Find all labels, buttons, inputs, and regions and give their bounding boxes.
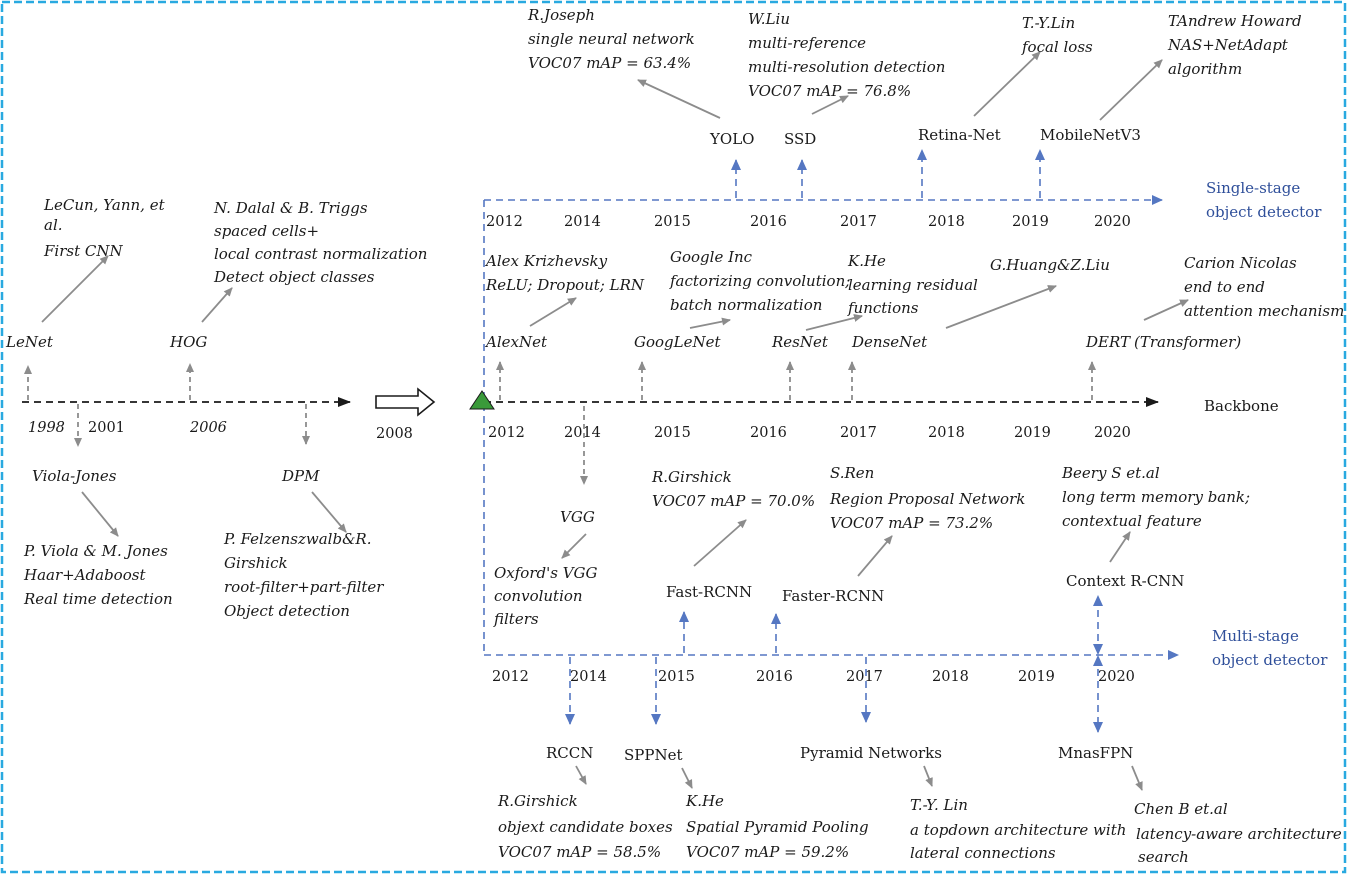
yolo-desc-line-1: R.Joseph — [528, 6, 595, 24]
multi-stage-year-ticks — [492, 669, 1135, 685]
dert-label: DERT — [1086, 333, 1131, 351]
multi-year-2012: 2012 — [492, 669, 529, 685]
dert-desc-line-1: Carion Nicolas — [1184, 254, 1297, 272]
single-year-2018: 2018 — [928, 214, 965, 230]
yolo-label: YOLO — [710, 130, 755, 148]
pyramid-desc-arrow — [924, 766, 932, 786]
multi-year-2015: 2015 — [658, 669, 695, 685]
single-year-2016: 2016 — [750, 214, 787, 230]
multi-year-2016: 2016 — [756, 669, 793, 685]
dpm-desc-line-4: Object detection — [224, 602, 350, 620]
resnet-label: ResNet — [772, 333, 828, 351]
single-year-2020: 2020 — [1094, 214, 1131, 230]
mnasfpn-label: MnasFPN — [1058, 744, 1134, 762]
multi-year-2019: 2019 — [1018, 669, 1055, 685]
backbone-label: Backbone — [1204, 397, 1279, 415]
hollow-arrow-icon — [376, 389, 434, 415]
alexnet-desc-line-1: Alex Krizhevsky — [486, 252, 608, 270]
rccn-desc-line-2: objext candidate boxes — [498, 818, 673, 836]
hog-desc-line-4: Detect object classes — [214, 268, 375, 286]
vgg-label: VGG — [560, 508, 595, 526]
rccn-desc-arrow — [576, 766, 586, 784]
dpm-label: DPM — [282, 467, 320, 485]
single-year-2015: 2015 — [654, 214, 691, 230]
lenet-desc-line-2: al. — [44, 216, 63, 234]
alexnet-label: AlexNet — [486, 333, 547, 351]
backbone-year-2016: 2016 — [750, 425, 787, 441]
sppnet-desc-line-1: K.He — [686, 792, 724, 810]
backbone-year-2017: 2017 — [840, 425, 877, 441]
ssd-label: SSD — [784, 130, 817, 148]
vgg-desc-line-3: filters — [494, 610, 539, 628]
sppnet-desc-line-2: Spatial Pyramid Pooling — [686, 818, 869, 836]
multi-stage-label-line-2: object detector — [1212, 651, 1328, 669]
yolo-desc-line-2: single neural network — [528, 30, 695, 48]
lenet-desc-line-1: LeCun, Yann, et — [44, 196, 165, 214]
backbone-year-2012: 2012 — [488, 425, 525, 441]
fasterrcnn-desc-line-2: Region Proposal Network — [830, 490, 1026, 508]
vgg-desc-arrow — [562, 534, 586, 558]
transition-year: 2008 — [376, 426, 413, 442]
googlenet-label: GoogLeNet — [634, 333, 721, 351]
single-year-2012: 2012 — [486, 214, 523, 230]
lenet-desc-line-3: First CNN — [44, 242, 123, 260]
rccn-label: RCCN — [546, 744, 594, 762]
early-timeline — [5, 196, 427, 620]
hog-desc-line-1: N. Dalal & B. Triggs — [214, 199, 368, 217]
mobilenet-desc-line-2: NAS+NetAdapt — [1168, 36, 1288, 54]
single-year-2017: 2017 — [840, 214, 877, 230]
single-stage-label-line-2: object detector — [1206, 203, 1322, 221]
alexnet-desc-arrow — [530, 298, 576, 326]
hog-desc-line-2: spaced cells+ — [214, 222, 320, 240]
multi-year-2020: 2020 — [1098, 669, 1135, 685]
mnasfpn-desc-line-1: Chen B et.al — [1134, 800, 1228, 818]
sppnet-desc-line-3: VOC07 mAP = 59.2% — [686, 843, 850, 861]
green-triangle-marker-icon — [470, 391, 494, 409]
densenet-desc-line-1: G.Huang&Z.Liu — [990, 256, 1110, 274]
fastrcnn-desc-line-2: VOC07 mAP = 70.0% — [652, 492, 816, 510]
sppnet-label: SPPNet — [624, 746, 683, 764]
hog-label: HOG — [170, 333, 208, 351]
yolo-desc-line-3: VOC07 mAP = 63.4% — [528, 54, 692, 72]
googlenet-desc-line-1: Google Inc — [670, 248, 753, 266]
contextrcnn-desc-line-3: contextual feature — [1062, 512, 1202, 530]
dpm-desc-line-2: Girshick — [224, 554, 288, 572]
backbone-methods — [484, 248, 1344, 628]
vgg-desc-line-2: convolution — [494, 587, 583, 605]
resnet-desc-line-2: learning residual — [848, 276, 978, 294]
vgg-desc-line-1: Oxford's VGG — [494, 564, 598, 582]
early-year-2001: 2001 — [88, 420, 125, 436]
retina-desc-line-2: focal loss — [1022, 38, 1093, 56]
early-year-2006: 2006 — [190, 420, 227, 436]
single-stage-methods — [527, 6, 1302, 198]
mnasfpn-desc-arrow — [1132, 766, 1142, 790]
dert-desc-line-3: attention mechanism — [1184, 302, 1345, 320]
mobilenet-desc-arrow — [1100, 60, 1162, 120]
pyramid-label: Pyramid Networks — [800, 744, 942, 762]
single-year-2014: 2014 — [564, 214, 601, 230]
transition-arrow — [376, 389, 434, 442]
viola-desc-line-1: P. Viola & M. Jones — [24, 542, 168, 560]
single-stage-label-line-1: Single-stage — [1206, 179, 1301, 197]
hog-desc-arrow — [202, 288, 232, 322]
alexnet-desc-line-2: ReLU; Dropout; LRN — [486, 276, 644, 294]
mobilenet-desc-line-1: TAndrew Howard — [1168, 12, 1302, 30]
googlenet-desc-line-3: batch normalization — [670, 296, 823, 314]
fastrcnn-label: Fast-RCNN — [666, 583, 753, 601]
contextrcnn-desc-line-1: Beery S et.al — [1062, 464, 1160, 482]
googlenet-desc-line-2: factorizing convolution; — [670, 272, 851, 290]
resnet-desc-arrow — [806, 316, 862, 330]
resnet-desc-line-3: functions — [848, 299, 919, 317]
multi-stage-label-line-1: Multi-stage — [1212, 627, 1299, 645]
pyramid-desc-line-2: a topdown architecture with — [910, 821, 1127, 839]
multi-year-2018: 2018 — [932, 669, 969, 685]
pyramid-desc-line-3: lateral connections — [910, 844, 1056, 862]
lenet-desc-arrow — [42, 256, 108, 322]
sppnet-desc-arrow — [682, 768, 692, 788]
early-year-1998: 1998 — [28, 420, 65, 436]
fasterrcnn-label: Faster-RCNN — [782, 587, 885, 605]
dert-desc-arrow — [1144, 300, 1188, 320]
ssd-desc-line-1: W.Liu — [748, 10, 790, 28]
backbone-year-2015: 2015 — [654, 425, 691, 441]
multi-year-2017: 2017 — [846, 669, 883, 685]
pyramid-desc-line-1: T.-Y. Lin — [910, 796, 968, 814]
lenet-label: LeNet — [6, 333, 53, 351]
fastrcnn-desc-arrow — [694, 520, 746, 566]
contextrcnn-desc-arrow — [1110, 532, 1130, 562]
mnasfpn-desc-line-2: latency-aware architecture — [1136, 825, 1342, 843]
fasterrcnn-desc-line-1: S.Ren — [830, 464, 875, 482]
backbone-year-2018: 2018 — [928, 425, 965, 441]
viola-desc-line-2: Haar+Adaboost — [24, 566, 146, 584]
rccn-desc-line-1: R.Girshick — [498, 792, 578, 810]
densenet-label: DenseNet — [852, 333, 928, 351]
single-year-2019: 2019 — [1012, 214, 1049, 230]
contextrcnn-desc-line-2: long term memory bank; — [1062, 488, 1251, 506]
fastrcnn-desc-line-1: R.Girshick — [652, 468, 732, 486]
yolo-desc-arrow — [638, 80, 720, 118]
dert-desc-line-2: end to end — [1184, 278, 1265, 296]
dpm-desc-line-1: P. Felzenszwalb&R. — [224, 530, 372, 548]
dert-label-suffix: (Transformer) — [1134, 333, 1242, 351]
fasterrcnn-desc-arrow — [858, 536, 892, 576]
mobilenet-label: MobileNetV3 — [1040, 126, 1141, 144]
retina-label: Retina-Net — [918, 126, 1001, 144]
resnet-desc-line-1: K.He — [848, 252, 886, 270]
googlenet-desc-arrow — [690, 320, 730, 328]
mobilenet-desc-line-3: algorithm — [1168, 60, 1243, 78]
mnasfpn-desc-line-3: search — [1138, 848, 1189, 866]
viola-label: Viola-Jones — [32, 467, 117, 485]
rccn-desc-line-3: VOC07 mAP = 58.5% — [498, 843, 662, 861]
multi-year-2014: 2014 — [570, 669, 607, 685]
single-stage-year-ticks — [486, 214, 1131, 230]
backbone-year-2014: 2014 — [564, 425, 601, 441]
hog-desc-line-3: local contrast normalization — [214, 245, 428, 263]
viola-desc-arrow — [82, 492, 118, 536]
ssd-desc-line-3: multi-resolution detection — [748, 58, 946, 76]
dpm-desc-arrow — [312, 492, 346, 532]
ssd-desc-line-2: multi-reference — [748, 34, 867, 52]
ssd-desc-line-4: VOC07 mAP = 76.8% — [748, 82, 912, 100]
viola-desc-line-3: Real time detection — [24, 590, 173, 608]
contextrcnn-label: Context R-CNN — [1066, 572, 1185, 590]
backbone-year-2020: 2020 — [1094, 425, 1131, 441]
backbone-year-2019: 2019 — [1014, 425, 1051, 441]
retina-desc-line-1: T.-Y.Lin — [1022, 14, 1076, 32]
dpm-desc-line-3: root-filter+part-filter — [224, 578, 384, 596]
retina-desc-arrow — [974, 52, 1040, 116]
fasterrcnn-desc-line-3: VOC07 mAP = 73.2% — [830, 514, 994, 532]
